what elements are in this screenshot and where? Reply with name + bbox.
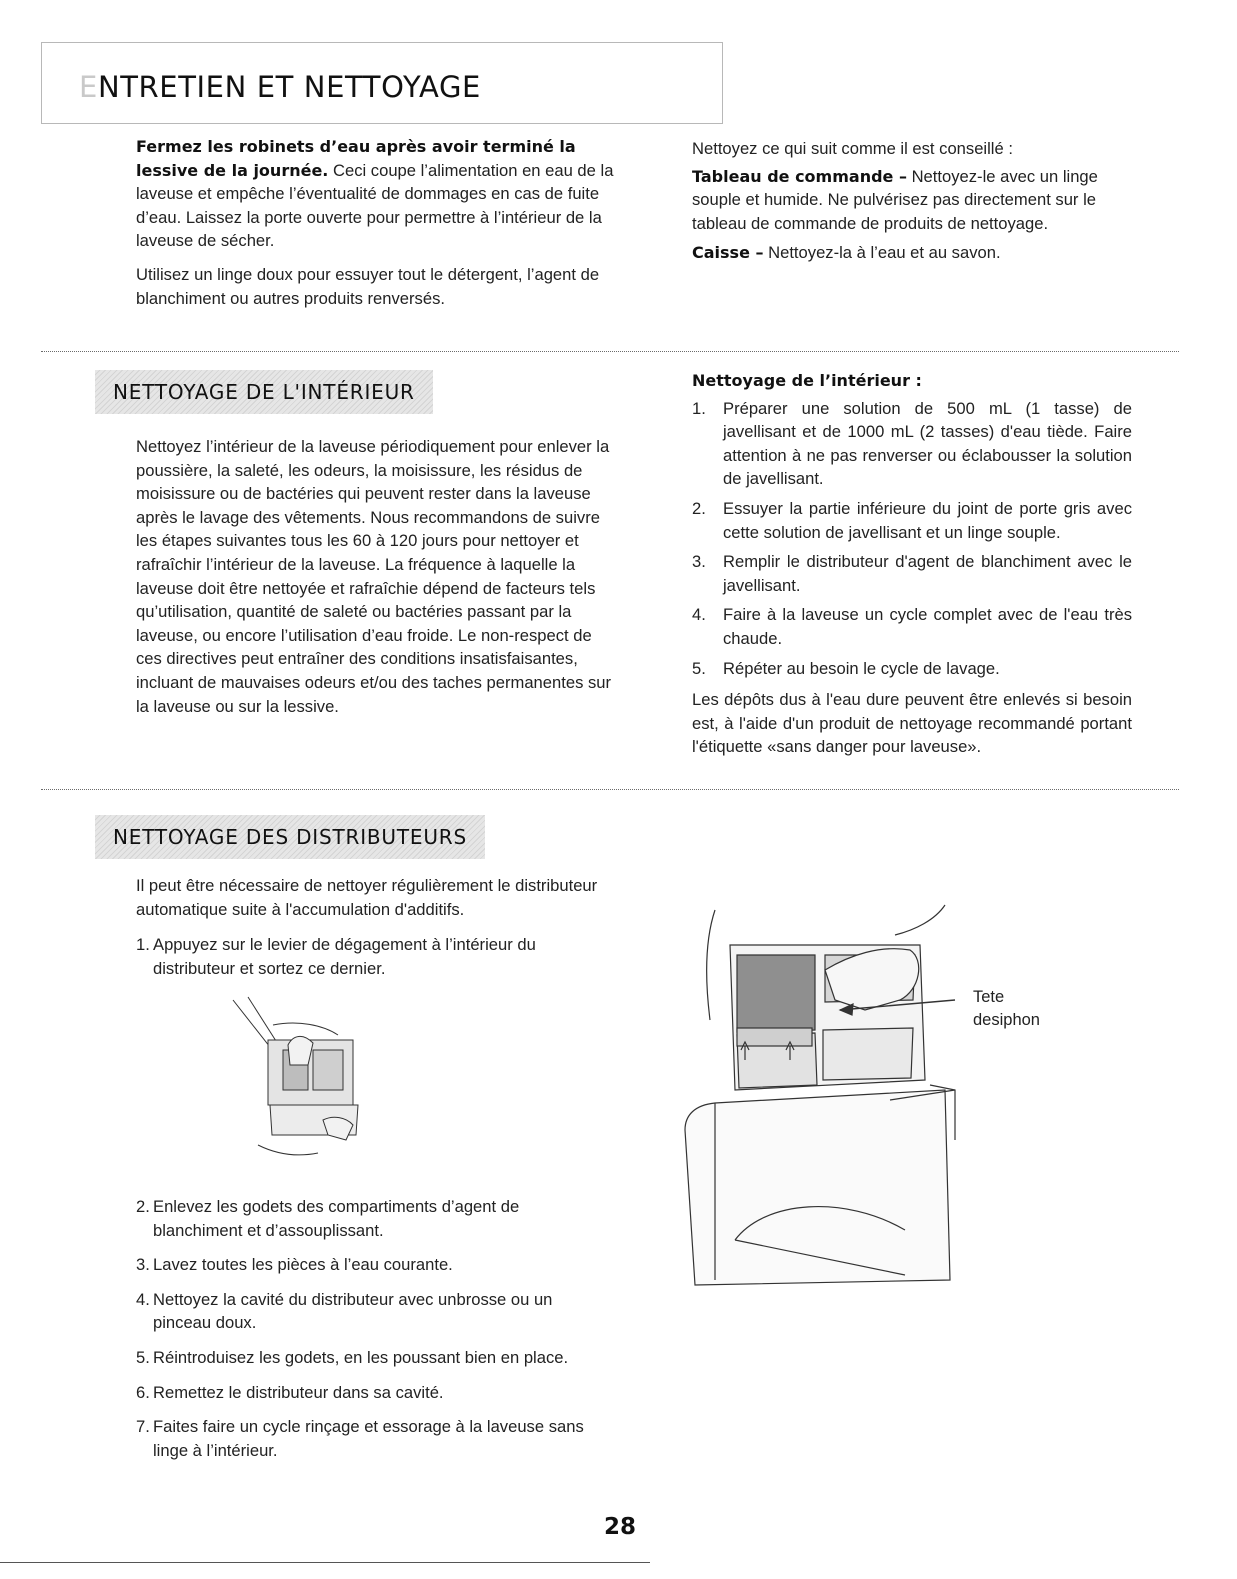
- intro-right-lead: Nettoyez ce qui suit comme il est conseillé :: [692, 139, 1013, 158]
- list-item: [118, 1381, 606, 1405]
- list-item: [118, 1288, 606, 1335]
- dispenser-intro-column: [136, 874, 606, 991]
- step-number: 1.: [692, 398, 706, 418]
- step-number: 7.: [136, 1417, 150, 1437]
- dispenser-steps-column: [136, 1195, 606, 1473]
- step-number: 4.: [136, 1289, 150, 1309]
- list-item: [118, 1195, 606, 1242]
- step-number: 3.: [692, 552, 706, 572]
- callout-line-2: desiphon: [973, 1011, 1040, 1029]
- dispenser-removal-illustration: [228, 995, 368, 1165]
- step-text: Lavez toutes les pièces à l’eau courante.: [153, 1255, 453, 1275]
- control-panel-paragraph: [692, 165, 1132, 236]
- cabinet-paragraph: [692, 241, 1132, 265]
- step-number: 5.: [692, 658, 706, 678]
- cabinet-label: Caisse –: [692, 243, 764, 263]
- step-text: Faites faire un cycle rinçage et essorage à la laveuse sans linge à l’intérieur.: [153, 1417, 584, 1460]
- interior-steps-heading: Nettoyage de l’intérieur :: [692, 371, 922, 390]
- interior-steps-list: [692, 397, 1132, 681]
- dispenser-intro-text: Il peut être nécessaire de nettoyer régulièrement le distributeur automatique suite à l'accumulation d'additifs.: [136, 876, 598, 919]
- step-text: Nettoyez la cavité du distributeur avec unbrosse ou un pinceau doux.: [153, 1289, 553, 1333]
- step-number: 4.: [692, 605, 706, 625]
- intro-left-column: [136, 135, 622, 320]
- siphon-cap-callout: [973, 986, 1040, 1032]
- cabinet-text: Nettoyez-la à l’eau et au savon.: [763, 243, 1001, 263]
- dispenser-section-banner: NETTOYAGE DES DISTRIBUTEURS: [95, 815, 485, 859]
- section-divider-2: [41, 789, 1179, 790]
- callout-line-1: Tete: [973, 988, 1005, 1006]
- intro-bold-lead: Fermez les robinets d’eau après avoir terminé la lessive de la journée.: [136, 137, 576, 180]
- interior-body-text: Nettoyez l’intérieur de la laveuse périodiquement pour enlever la poussière, la saleté, les odeurs, la moisissure, les résidus de moisissure ou de bactéries qui peuvent rester dans la laveuse après le lavage des vêtements. Nous recommandons de suivre les étapes suivantes tous les 60 à 120 jours pour nettoyer et rafraîchir l’intérieur de la laveuse. La fréquence à laquelle la laveuse doit être nettoyée et rafraîchie dépend de facteurs tels qu’utilisation, quantité de saleté ou bactéries passant par la laveuse, ou encore l’utilisation d’eau froide. Le non-respect de ces directives peut entraîner des conditions insatisfaisantes, incluant de mauvaises odeurs et/ou des taches permanentes sur la laveuse ou sur la lessive.: [136, 437, 612, 716]
- control-panel-text: Nettoyez-le avec un linge souple et humide. Ne pulvérisez pas directement sur le tableau de commande de produits de nettoyage.: [692, 166, 1098, 233]
- dispenser-step-1-list: [118, 933, 606, 980]
- step-number: 5.: [136, 1347, 150, 1367]
- step-number: 6.: [136, 1382, 150, 1402]
- step-text: Enlevez les godets des compartiments d’agent de blanchiment et d’assouplissant.: [153, 1197, 520, 1240]
- step-text: Réintroduisez les godets, en les poussant bien en place.: [153, 1347, 569, 1367]
- list-item: [118, 1346, 606, 1370]
- list-item: [692, 603, 1132, 650]
- step-text: Faire à la laveuse un cycle complet avec de l'eau très chaude.: [723, 605, 1132, 648]
- title-first-letter: E: [79, 70, 98, 104]
- list-item: [692, 497, 1132, 544]
- step-text: Remettez le distributeur dans sa cavité.: [153, 1382, 444, 1402]
- intro-p1-rest: Ceci coupe l’alimentation en eau de la laveuse et empêche l’éventualité de dommages en cas de fuite d’eau. Laissez la porte ouverte pour permettre à l’intérieur de la laveuse de sécher.: [136, 160, 614, 251]
- interior-steps-column: [692, 369, 1132, 769]
- intro-paragraph-2: Utilisez un linge doux pour essuyer tout le détergent, l’agent de blanchiment ou autres produits renversés.: [136, 264, 600, 308]
- dispenser-drawer-illustration: [675, 900, 965, 1290]
- page-number: 28: [603, 1514, 636, 1540]
- title-rest: NTRETIEN ET NETTOYAGE: [97, 70, 481, 104]
- list-item: [692, 657, 1132, 681]
- step-number: 3.: [136, 1255, 150, 1275]
- step-number: 2.: [692, 498, 706, 518]
- step-text: Répéter au besoin le cycle de lavage.: [723, 658, 1000, 678]
- step-text: Essuyer la partie inférieure du joint de porte gris avec cette solution de javellisant et un linge souple.: [723, 498, 1132, 542]
- step-number: 1.: [136, 935, 150, 955]
- interior-section-banner: NETTOYAGE DE L'INTÉRIEUR: [95, 370, 433, 414]
- list-item: [118, 1415, 606, 1462]
- interior-body-column: [136, 435, 618, 728]
- dispenser-steps-list: [118, 1195, 606, 1462]
- list-item: [692, 550, 1132, 597]
- page-title: [79, 70, 481, 104]
- list-item: [118, 933, 606, 980]
- intro-right-column: [692, 137, 1132, 275]
- bottom-rule: [0, 1562, 650, 1563]
- hard-water-deposits-text: Les dépôts dus à l'eau dure peuvent être enlevés si besoin est, à l'aide d'un produit de nettoyage recommandé portant l'étiquette «sans danger pour laveuse».: [692, 690, 1132, 757]
- step-number: 2.: [136, 1197, 150, 1216]
- step-text: Préparer une solution de 500 mL (1 tasse) de javellisant et de 1000 mL (2 tasses) d'eau tiède. Faire attention à ne pas renverser ou éclabousser la solution de javellisant.: [723, 398, 1132, 489]
- control-panel-label: Tableau de commande –: [692, 166, 907, 186]
- list-item: [118, 1253, 606, 1277]
- intro-paragraph-1: [136, 135, 622, 253]
- step-text: Remplir le distributeur d'agent de blanchiment avec le javellisant.: [723, 552, 1132, 595]
- list-item: [692, 397, 1132, 491]
- section-divider-1: [41, 351, 1179, 352]
- step-text: Appuyez sur le levier de dégagement à l’intérieur du distributeur et sortez ce dernier.: [153, 935, 536, 978]
